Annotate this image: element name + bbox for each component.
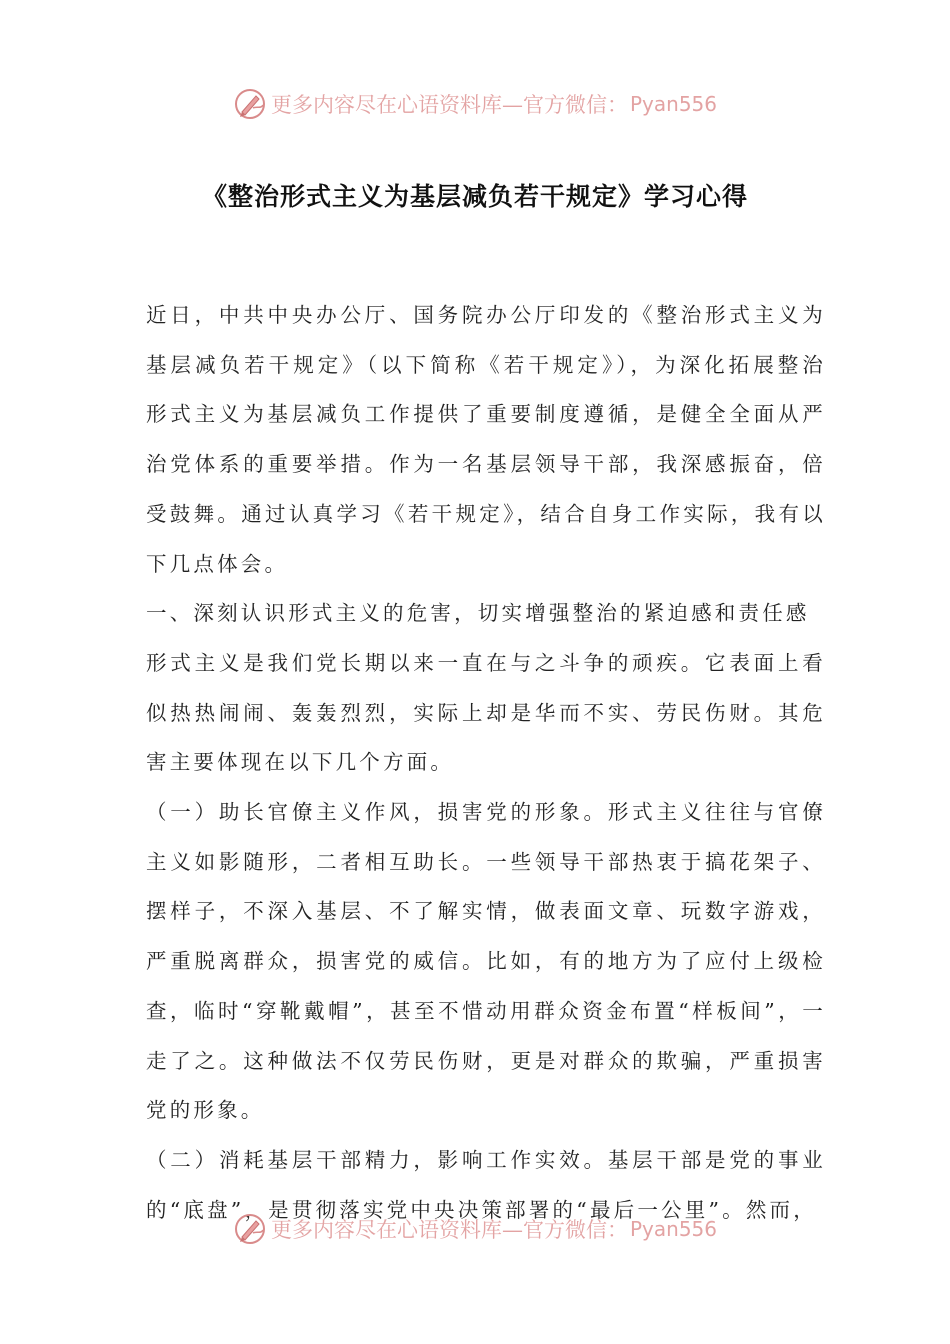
document-body xyxy=(146,291,826,1235)
watermark-text: 更多内容尽在心语资料库—官方微信： xyxy=(270,1218,628,1242)
pen-logo-icon xyxy=(233,1212,267,1246)
document-title: 《整治形式主义为基层减负若干规定》学习心得 xyxy=(201,182,748,211)
paragraph-2: （一）助长官僚主义作风，损害党的形象。形式主义往往与官僚主义如影随形，二者相互助长。一些领导干部热衷于搞花架子、摆样子，不深入基层、不了解实情，做表面文章、玩数字游戏，严重脱离群众，损害党的威信。比如，有的地方为了应付上级检查，临时“穿靴戴帽”，甚至不惜动用群众资金布置“样板间”，一走了之。这种做法不仅劳民伤财，更是对群众的欺骗，严重损害党的形象。 xyxy=(146,800,826,1123)
paragraph-1: 形式主义是我们党长期以来一直在与之斗争的顽疾。它表面上看似热热闹闹、轰轰烈烈，实际上却是华而不实、劳民伤财。其危害主要体现在以下几个方面。 xyxy=(146,650,826,775)
watermark-text: 更多内容尽在心语资料库—官方微信： xyxy=(270,93,628,117)
footer-watermark xyxy=(0,1207,950,1251)
paragraph-intro: 近日，中共中央办公厅、国务院办公厅印发的《整治形式主义为基层减负若干规定》（以下简称《若干规定》），为深化拓展整治形式主义为基层减负工作提供了重要制度遵循，是健全全面从严治党体系的重要举措。作为一名基层领导干部，我深感振奋，倍受鼓舞。通过认真学习《若干规定》，结合自身工作实际，我有以下几点体会。 xyxy=(146,303,826,576)
pen-logo-icon xyxy=(233,87,267,121)
header-watermark xyxy=(0,82,950,126)
watermark-wechat-id: Pyan556 xyxy=(629,92,717,116)
watermark-wechat-id: Pyan556 xyxy=(629,1217,717,1241)
paragraph-3: （二）消耗基层干部精力，影响工作实效。基层干部是党的事业的“底盘”，是贯彻落实党中央决策部署的“最后一公里”。然而， xyxy=(146,1147,826,1222)
section-heading-1: 一、深刻认识形式主义的危害，切实增强整治的紧迫感和责任感 xyxy=(146,601,810,626)
